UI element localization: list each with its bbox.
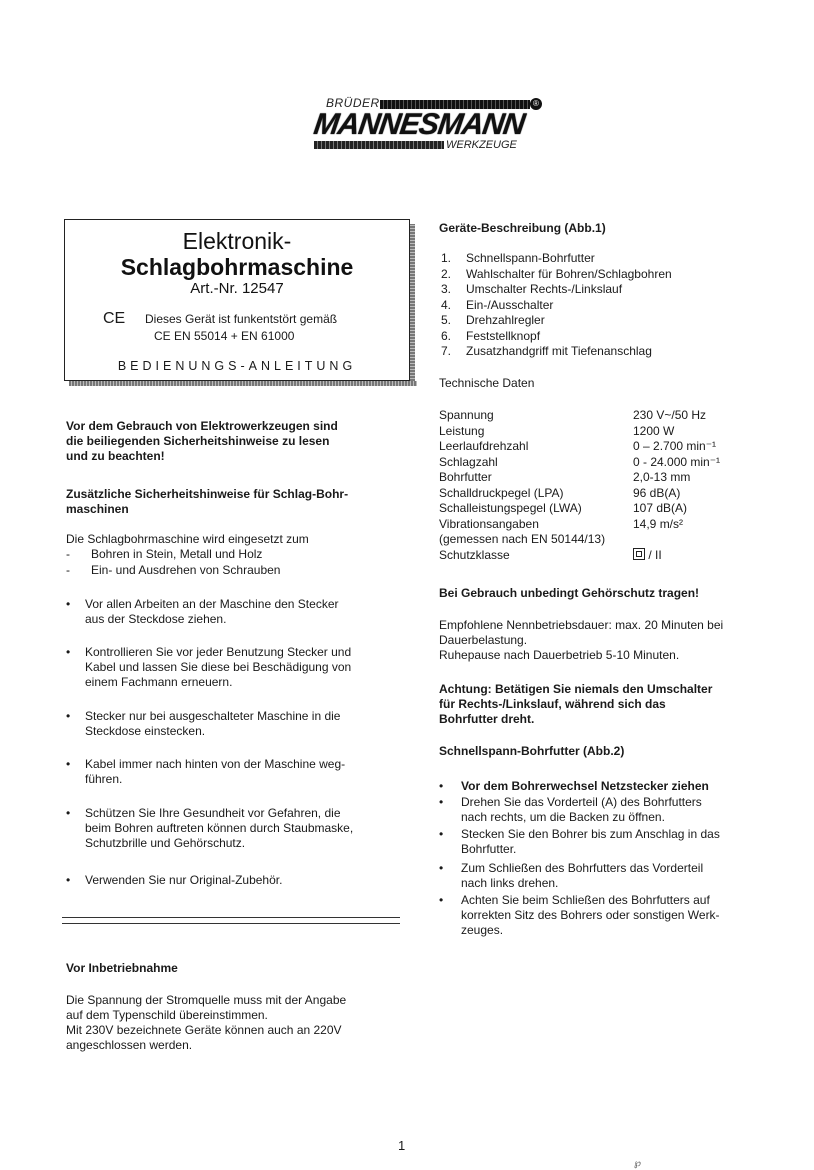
safety-warning-line: die beiliegenden Sicherheitshinweise zu lesen <box>66 434 330 448</box>
bullet-icon: • <box>439 861 444 875</box>
tech-row: Schutzklasse / II <box>439 547 662 562</box>
title-box-shadow-bottom <box>69 381 417 386</box>
bullet-icon: • <box>66 806 71 820</box>
bullet-icon: • <box>439 893 444 907</box>
chuck-bullet: • Vor dem Bohrerwechsel Netzstecker ziehen <box>439 779 709 793</box>
tech-row: Schalldruckpegel (LPA) 96 dB(A) <box>439 485 681 500</box>
hearing-warning: Bei Gebrauch unbedingt Gehörschutz tragen! <box>439 586 700 600</box>
bullet-icon: • <box>439 795 444 809</box>
interference-note-2: CE EN 55014 + EN 61000 <box>154 329 295 343</box>
chuck-bullet: • Achten Sie beim Schließen des Bohrfutters auf korrekten Sitz des Bohrers oder sonstigen Werk- zeuges. <box>439 893 720 937</box>
parts-list-item: 6. Feststellknopf <box>441 328 541 343</box>
tech-row: Vibrationsangaben 14,9 m/s² <box>439 516 684 531</box>
parts-list-item: 3. Umschalter Rechts-/Linkslauf <box>441 282 623 296</box>
parts-list-item: 2. Wahlschalter für Bohren/Schlagbohren <box>441 266 672 281</box>
duty-cycle-text: Empfohlene Nennbetriebsdauer: max. 20 Minuten bei Dauerbelastung. Ruhepause nach Dauerbetrieb 5-10 Minuten. <box>439 618 724 662</box>
manual-label: BEDIENUNGS-ANLEITUNG <box>117 359 357 373</box>
tech-row: Schalleistungspegel (LWA) 107 dB(A) <box>439 501 688 515</box>
tech-row: (gemessen nach EN 50144/13) <box>439 532 606 546</box>
safety-bullet: • Stecker nur bei ausgeschalteter Maschine in die Steckdose einstecken. <box>66 709 341 738</box>
interference-note-1: Dieses Gerät ist funkentstört gemäß <box>145 312 338 326</box>
safety-warning-line: und zu beachten! <box>66 449 165 463</box>
tech-row: Bohrfutter 2,0-13 mm <box>439 470 691 484</box>
bullet-icon: • <box>66 645 71 659</box>
safety-warning <box>66 419 396 464</box>
corner-mark: ℘ <box>634 1158 641 1169</box>
tech-row: Spannung 230 V~/50 Hz <box>439 408 707 422</box>
logo-top-text: BRÜDER <box>326 96 380 110</box>
bullet-icon: • <box>439 779 444 793</box>
bullet-icon: • <box>66 709 71 723</box>
title-box-shadow-right <box>410 224 415 384</box>
usage-item-text: Bohren in Stein, Metall und Holz <box>91 547 263 561</box>
caution-text: Achtung: Betätigen Sie niemals den Umschalter für Rechts-/Linkslauf, während sich das Bohrfutter dreht. <box>439 682 713 726</box>
parts-list-item: 1. Schnellspann-Bohrfutter <box>441 251 595 265</box>
title-line-1: Elektronik- <box>182 228 292 254</box>
tech-row: Leistung 1200 W <box>439 423 675 438</box>
parts-list-item: 7. Zusatzhandgriff mit Tiefenanschlag <box>441 344 652 358</box>
parts-list-item: 4. Ein-/Ausschalter <box>441 297 554 312</box>
chuck-bullet: • Drehen Sie das Vorderteil (A) des Bohrfutters nach rechts, um die Backen zu öffnen. <box>439 795 702 824</box>
article-number: Art.-Nr. 12547 <box>190 280 284 297</box>
tech-data-table <box>439 408 779 563</box>
bullet-icon: • <box>439 827 444 841</box>
usage-item: - Bohren in Stein, Metall und Holz <box>66 547 263 561</box>
extra-safety-heading <box>66 487 396 517</box>
safety-bullet: • Kontrollieren Sie vor jeder Benutzung Stecker und Kabel und lassen Sie diese bei Beschädigung von einem Fachmann erneuern. <box>66 645 352 689</box>
usage-item: - Ein- und Ausdrehen von Schrauben <box>66 563 281 577</box>
ce-mark: CE <box>103 310 126 327</box>
parts-list <box>441 251 771 360</box>
safety-bullet: • Kabel immer nach hinten von der Maschine weg- führen. <box>66 757 346 786</box>
safety-bullet: • Vor allen Arbeiten an der Maschine den Stecker aus der Steckdose ziehen. <box>66 597 339 626</box>
logo-stripe-bottom <box>314 141 444 149</box>
tech-row: Schlagzahl 0 - 24.000 min⁻¹ <box>439 454 721 469</box>
usage-item-text: Ein- und Ausdrehen von Schrauben <box>91 563 281 577</box>
safety-bullet: • Schützen Sie Ihre Gesundheit vor Gefahren, die beim Bohren auftreten können durch Staubmaske, Schutzbrille und Gehörschutz. <box>66 806 354 850</box>
chuck-bullet: • Stecken Sie den Bohrer bis zum Anschlag in das Bohrfutter. <box>439 827 720 856</box>
section-divider <box>62 923 400 924</box>
startup-text: Die Spannung der Stromquelle muss mit der Angabe auf dem Typenschild übereinstimmen. Mit 230V bezeichnete Geräte können auch an 220V angeschlossen werden. <box>66 993 347 1052</box>
bullet-icon: • <box>66 873 71 887</box>
section-divider <box>62 917 400 918</box>
extra-safety-heading-line: Zusätzliche Sicherheitshinweise für Schlag-Bohr- <box>66 487 349 501</box>
extra-safety-heading-line: maschinen <box>66 502 129 516</box>
parts-list-item: 5. Drehzahlregler <box>441 313 545 327</box>
safety-bullet: • Verwenden Sie nur Original-Zubehör. <box>66 873 283 887</box>
chuck-heading: Schnellspann-Bohrfutter (Abb.2) <box>439 744 625 758</box>
title-box <box>64 219 410 381</box>
tech-row: Leerlaufdrehzahl 0 – 2.700 min⁻¹ <box>439 439 717 453</box>
logo-main-text: MANNESMANN <box>311 108 527 141</box>
chuck-bullet: • Zum Schließen des Bohrfutters das Vorderteil nach links drehen. <box>439 861 704 890</box>
description-heading: Geräte-Beschreibung (Abb.1) <box>439 221 606 235</box>
brand-logo <box>312 96 544 158</box>
registered-mark-icon: ® <box>530 98 542 110</box>
page-number: 1 <box>398 1138 406 1153</box>
logo-bottom-text: WERKZEUGE <box>446 139 517 151</box>
usage-intro: Die Schlagbohrmaschine wird eingesetzt zum <box>66 532 309 546</box>
startup-heading: Vor Inbetriebnahme <box>66 961 178 975</box>
tech-data-heading: Technische Daten <box>439 376 535 390</box>
bullet-icon: • <box>66 597 71 611</box>
protection-class-icon <box>633 548 645 560</box>
safety-warning-line: Vor dem Gebrauch von Elektrowerkzeugen sind <box>66 419 338 433</box>
bullet-icon: • <box>66 757 71 771</box>
title-line-2: Schlagbohrmaschine <box>120 254 354 280</box>
